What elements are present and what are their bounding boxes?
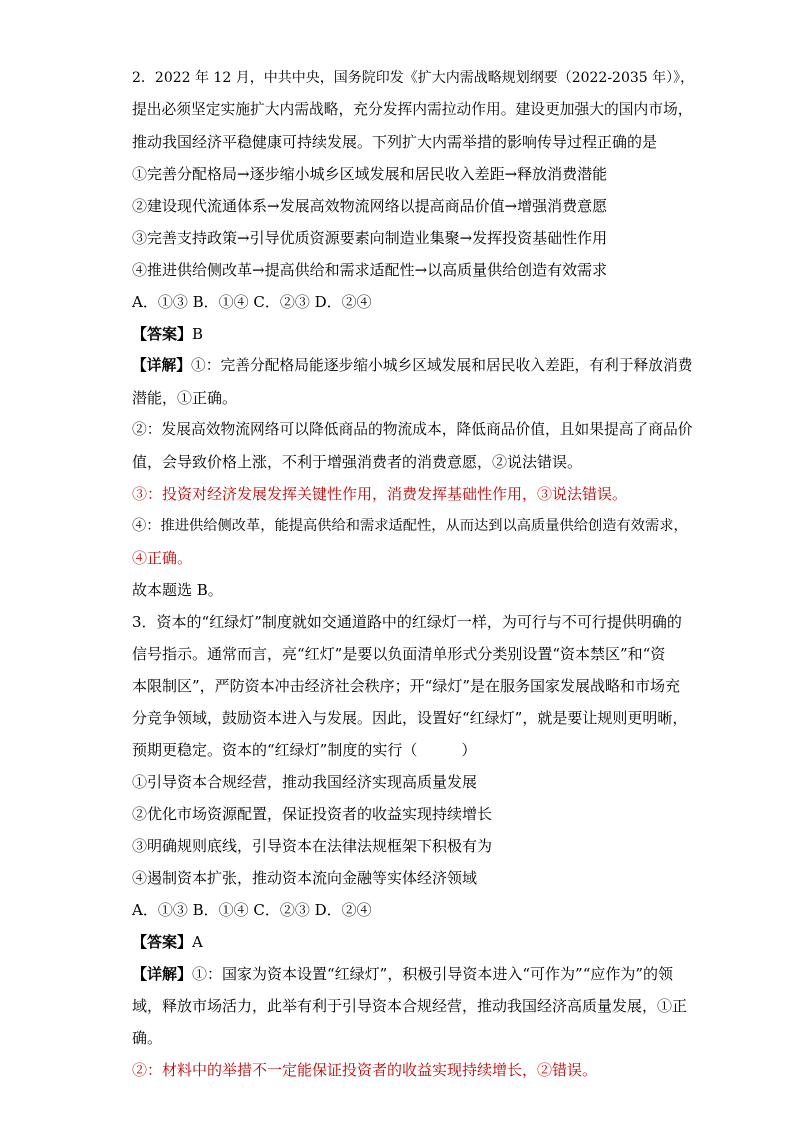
q3-stem-line-1: 3．资本的“红绿灯”制度就如交通道路中的红绿灯一样，为可行与不可行提供明确的: [132, 613, 682, 631]
q3-answer: [132, 932, 203, 952]
q2-answer-tag: 【答案】: [132, 325, 193, 343]
q3-stem-line-2: 信号指示。通常而言，亮“红灯”是要以负面清单形式分类别设置“资本禁区”和“资: [132, 645, 666, 663]
q3-item-3: ③明确规则底线，引导资本在法律法规框架下积极有为: [132, 837, 493, 855]
q2-options: A．①③ B．①④ C．②③ D．②④: [132, 293, 372, 311]
q2-conclusion: 故本题选 B。: [132, 581, 223, 599]
q2-stem-line-3: 推动我国经济平稳健康可持续发展。下列扩大内需举措的影响传导过程正确的是: [132, 133, 658, 151]
q3-detail-line-2: 域，释放市场活力，此举有利于引导资本合规经营，推动我国经济高质量发展，①正: [132, 997, 688, 1015]
q3-answer-value: A: [192, 933, 203, 951]
q3-stem-text-5: 预期更稳定。资本的“红绿灯”制度的实行（: [132, 741, 418, 759]
q2-detail-line-5: ③：投资对经济发展发挥关键性作用，消费发挥基础性作用，③说法错误。: [132, 485, 628, 503]
q3-item-2: ②优化市场资源配置，保证投资者的收益实现持续增长: [132, 805, 493, 823]
q2-item-4: ④推进供给侧改革→提高供给和需求适配性→以高质量供给创造有效需求: [132, 261, 608, 279]
q3-detail-line-4: ②：材料中的举措不一定能保证投资者的收益实现持续增长，②错误。: [132, 1061, 598, 1079]
q2-detail-line-2: 潜能，①正确。: [132, 389, 238, 407]
q2-detail-text-1: ①：完善分配格局能逐步缩小城乡区域发展和居民收入差距，有利于释放消费: [191, 357, 693, 374]
q2-detail-line-1: [132, 356, 693, 376]
q2-answer-value: B: [192, 325, 204, 343]
q2-detail-line-3: ②：发展高效物流网络可以降低商品的物流成本，降低商品价值，且如果提高了商品价: [132, 421, 693, 438]
q2-answer: [132, 324, 203, 344]
q2-stem-line-1: 2．2022 年 12 月，中共中央，国务院印发《扩大内需战略规划纲要（2022-2035 年）》，: [132, 70, 695, 86]
q2-detail-line-6: ④：推进供给侧改革，能提高供给和需求适配性，从而达到以高质量供给创造有效需求，: [132, 518, 688, 534]
q2-stem-line-2: 提出必须坚定实施扩大内需战略，充分发挥内需拉动作用。建设更加强大的国内市场，: [132, 101, 693, 118]
q3-item-4: ④遏制资本扩张，推动资本流向金融等实体经济领域: [132, 869, 478, 887]
q3-detail-tag: 【详解】: [132, 965, 193, 983]
q3-stem-line-4: 分竞争领域，鼓励资本进入与发展。因此，设置好“红绿灯”，就是要让规则更明晰，: [132, 709, 688, 727]
q3-answer-tag: 【答案】: [132, 933, 193, 951]
q3-stem-close: ）: [461, 741, 477, 759]
q2-detail-tag: 【详解】: [132, 357, 191, 374]
q3-stem-line-5: [132, 740, 476, 760]
q2-item-2: ②建设现代流通体系→发展高效物流网络以提高商品价值→增强消费意愿: [132, 197, 608, 215]
q3-detail-line-1: [132, 964, 673, 984]
q2-item-3: ③完善支持政策→引导优质资源要素向制造业集聚→发挥投资基础性作用: [132, 229, 608, 247]
q3-options: A．①③ B．①④ C．②③ D．②④: [132, 901, 372, 919]
q2-detail-line-4: 值，会导致价格上涨，不利于增强消费者的消费意愿，②说法错误。: [132, 453, 583, 471]
q3-detail-line-3: 确。: [132, 1029, 163, 1047]
q3-detail-text-1: ①：国家为资本设置“红绿灯”，积极引导资本进入“可作为”“应作为”的领: [192, 965, 674, 983]
q3-stem-line-3: 本限制区”，严防资本冲击经济社会秩序；开“绿灯”是在服务国家发展战略和市场充: [132, 677, 681, 695]
q3-item-1: ①引导资本合规经营，推动我国经济实现高质量发展: [132, 773, 478, 791]
q2-detail-line-7: ④正确。: [132, 549, 193, 567]
q2-item-1: ①完善分配格局→逐步缩小城乡区域发展和居民收入差距→释放消费潜能: [132, 165, 608, 183]
